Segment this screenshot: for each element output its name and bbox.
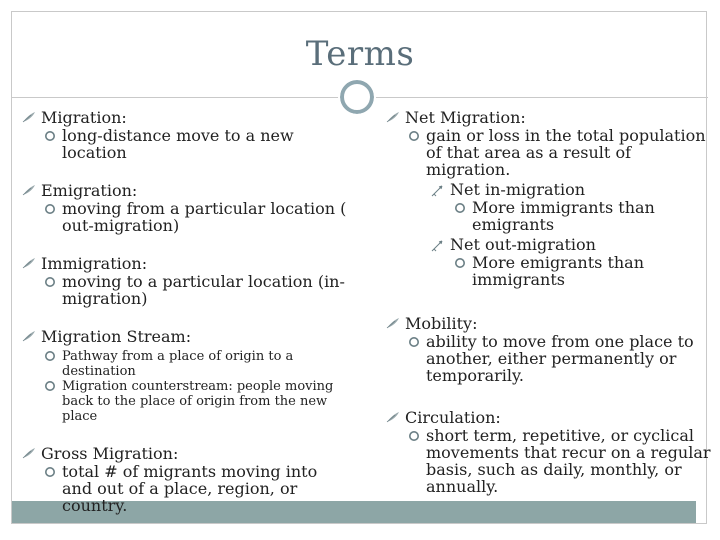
feather-bullet-icon <box>22 257 36 269</box>
feather-bullet-icon <box>386 111 400 123</box>
feather-bullet-icon <box>22 111 36 123</box>
feather-bullet-icon <box>22 330 36 342</box>
ring-bullet-icon <box>408 336 420 348</box>
quill-bullet-icon <box>430 239 444 253</box>
term-definition: short term, repetitive, or cyclical movements that recur on a regular basis, such as daily, monthly, or annually. <box>426 426 711 496</box>
ring-bullet-icon <box>44 380 56 392</box>
term-heading: Circulation: <box>405 408 501 427</box>
term-definition: gain or loss in the total population of that area as a result of migration. <box>426 126 706 179</box>
term-emigration <box>22 181 347 234</box>
ring-bullet-icon <box>44 276 56 288</box>
term-mobility <box>386 314 716 384</box>
feather-bullet-icon <box>386 317 400 329</box>
ring-bullet-icon <box>408 430 420 442</box>
term-circulation <box>386 408 716 495</box>
sub-term-label: Net in-migration <box>450 180 586 199</box>
term-heading: Net Migration: <box>405 108 526 127</box>
term-heading: Immigration: <box>41 254 148 273</box>
feather-bullet-icon <box>22 447 36 459</box>
slide-title: Terms <box>305 34 415 74</box>
ring-bullet-icon <box>408 130 420 142</box>
term-point: Pathway from a place of origin to a destination <box>62 349 294 379</box>
term-definition: ability to move from one place to another, either permanently or temporarily. <box>426 332 694 385</box>
term-heading: Migration: <box>41 108 127 127</box>
ring-bullet-icon <box>454 257 466 269</box>
term-definition: total # of migrants moving into and out of a place, region, or country. <box>62 462 318 515</box>
ring-bullet-icon <box>454 202 466 214</box>
term-point: Migration counterstream: people moving back to the place of origin from the new place <box>62 379 334 424</box>
ring-bullet-icon <box>44 466 56 478</box>
term-gross-migration <box>22 444 347 514</box>
term-migration <box>22 108 347 161</box>
term-heading: Gross Migration: <box>41 444 179 463</box>
sub-term-label: Net out-migration <box>450 235 596 254</box>
sub-term-detail: More immigrants than emigrants <box>472 198 655 234</box>
term-heading: Emigration: <box>41 181 138 200</box>
term-definition: long-distance move to a new location <box>62 126 294 162</box>
term-heading: Migration Stream: <box>41 327 192 346</box>
feather-bullet-icon <box>386 411 400 423</box>
term-immigration <box>22 254 347 307</box>
ring-bullet-icon <box>44 203 56 215</box>
ring-bullet-icon <box>44 350 56 362</box>
term-migration-stream <box>22 327 347 424</box>
right-column <box>386 108 716 495</box>
term-definition: moving from a particular location ( out-migration) <box>62 199 347 235</box>
quill-bullet-icon <box>430 184 444 198</box>
feather-bullet-icon <box>22 184 36 196</box>
term-heading: Mobility: <box>405 314 478 333</box>
term-net-migration <box>386 108 716 288</box>
left-column <box>22 108 347 514</box>
term-definition: moving to a particular location (in-migration) <box>62 272 345 308</box>
ring-bullet-icon <box>44 130 56 142</box>
sub-term-detail: More emigrants than immigrants <box>472 253 645 289</box>
